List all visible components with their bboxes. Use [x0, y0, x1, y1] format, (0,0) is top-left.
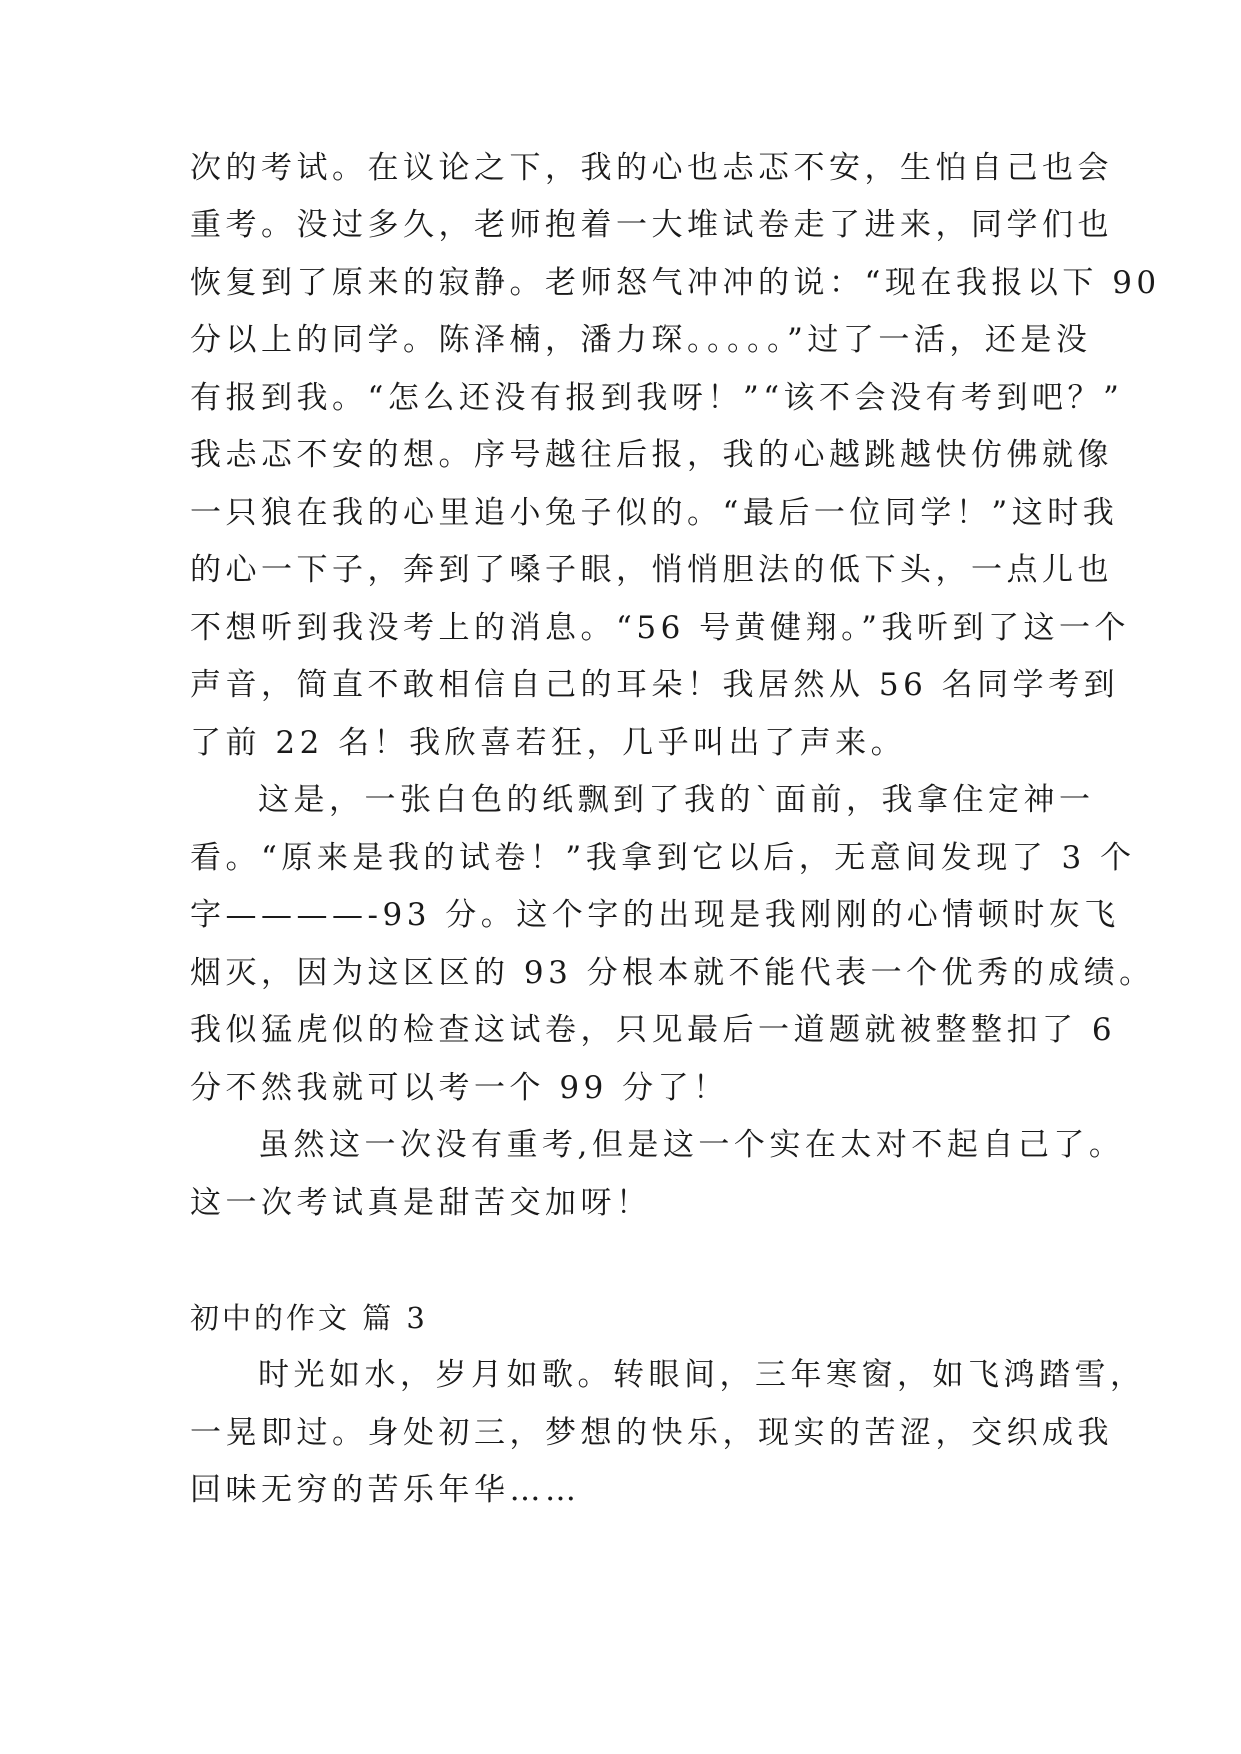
text-line: 声音，简直不敢相信自己的耳朵！我居然从 56 名同学考到 [190, 667, 1120, 703]
text-line: 的心一下子，奔到了嗓子眼，悄悄胆法的低下头，一点儿也 [190, 552, 1113, 588]
text-line: 这一次考试真是甜苦交加呀！ [190, 1185, 652, 1221]
text-line: 一晃即过。身处初三，梦想的快乐，现实的苦涩，交织成我 [190, 1415, 1113, 1451]
text-line: 分以上的同学。陈泽楠，潘力琛。。。。。”过了一活，还是没 [190, 322, 1092, 358]
text-line: 虽然这一次没有重考,但是这一个实在太对不起自己了。 [258, 1127, 1125, 1163]
text-line: 一只狼在我的心里追小兔子似的。“最后一位同学！”这时我 [190, 495, 1119, 531]
text-line: 字————-93 分。这个字的出现是我刚刚的心情顿时灰飞 [190, 897, 1120, 933]
text-line: 不想听到我没考上的消息。“56 号黄健翔。”我听到了这一个 [190, 610, 1130, 646]
text-line: 分不然我就可以考一个 99 分了！ [190, 1070, 729, 1106]
text-line: 回味无穷的苦乐年华…… [190, 1472, 581, 1508]
text-line: 烟灭，因为这区区的 93 分根本就不能代表一个优秀的成绩。 [190, 955, 1155, 991]
text-line: 有报到我。“怎么还没有报到我呀！”“该不会没有考到吧？” [190, 380, 1124, 416]
text-line: 次的考试。在议论之下，我的心也忐忑不安，生怕自己也会 [190, 150, 1113, 186]
text-line: 恢复到了原来的寂静。老师怒气冲冲的说：“现在我报以下 90 [190, 265, 1161, 301]
text-line: 了前 22 名！我欣喜若狂，几乎叫出了声来。 [190, 725, 907, 761]
text-line: 重考。没过多久，老师抱着一大堆试卷走了进来，同学们也 [190, 207, 1113, 243]
text-line: 我忐忑不安的想。序号越往后报，我的心越跳越快仿佛就像 [190, 437, 1113, 473]
text-line: 这是，一张白色的纸飘到了我的`面前，我拿住定神一 [258, 782, 1095, 818]
section-heading: 初中的作文 篇 3 [190, 1301, 428, 1335]
text-line: 我似猛虎似的检查这试卷，只见最后一道题就被整整扣了 6 [190, 1012, 1117, 1048]
text-line: 看。“原来是我的试卷！”我拿到它以后，无意间发现了 3 个 [190, 840, 1136, 876]
text-line: 时光如水，岁月如歌。转眼间，三年寒窗，如飞鸿踏雪， [258, 1357, 1146, 1393]
